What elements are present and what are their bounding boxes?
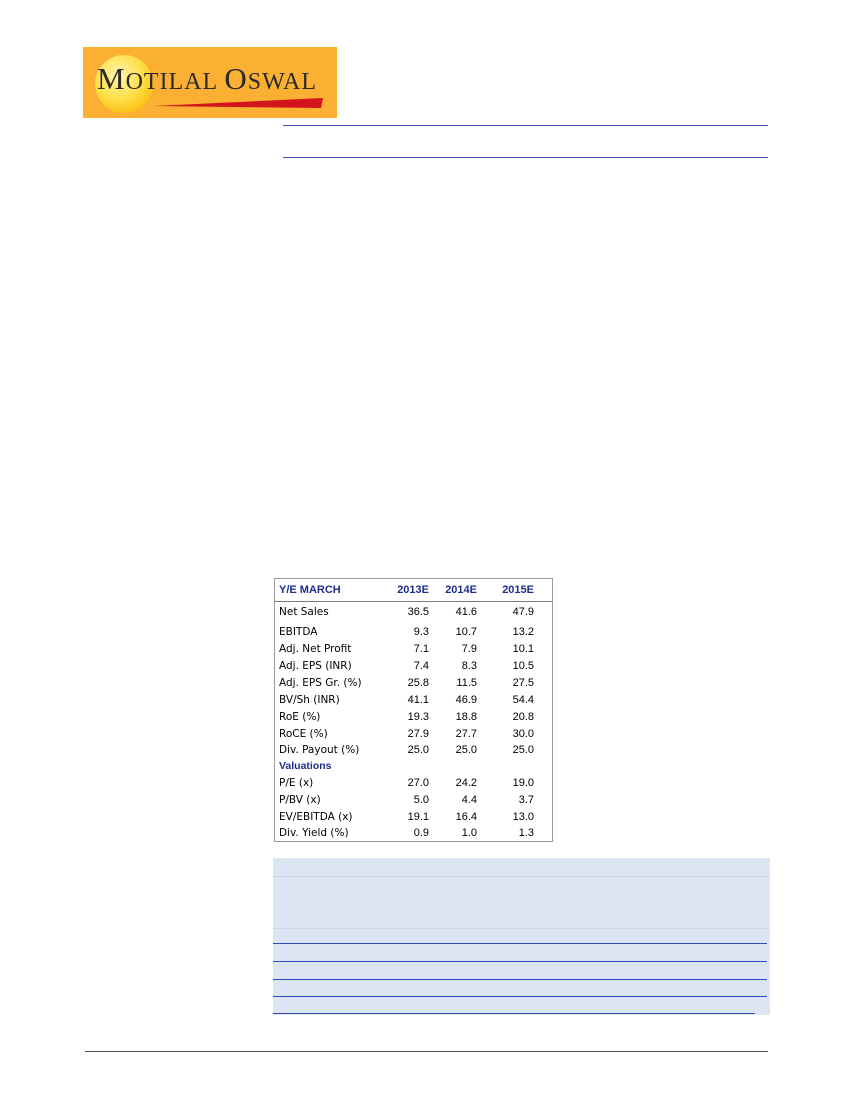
table-row: RoE (%) 19.3 18.8 20.8 <box>279 711 534 723</box>
header-rule-1 <box>283 125 768 126</box>
motilal-oswal-logo <box>83 47 337 118</box>
shade-band <box>273 876 770 877</box>
table-row: Net Sales 36.5 41.6 47.9 <box>279 606 534 618</box>
financial-summary-table <box>274 578 553 842</box>
info-rule-2 <box>273 961 767 962</box>
table-row: RoCE (%) 27.9 27.7 30.0 <box>279 728 534 740</box>
header-year-3: 2015E <box>502 584 534 596</box>
table-row: EBITDA 9.3 10.7 13.2 <box>279 626 534 638</box>
info-rule-4 <box>273 996 767 997</box>
header-year-1: 2013E <box>397 584 429 596</box>
table-row: EV/EBITDA (x) 19.1 16.4 13.0 <box>279 811 534 823</box>
logo-wordmark: MOTILAL OSWAL <box>97 61 318 96</box>
header-label: Y/E MARCH <box>279 584 341 596</box>
table-row: P/E (x) 27.0 24.2 19.0 <box>279 777 534 789</box>
table-row: Div. Payout (%) 25.0 25.0 25.0 <box>279 744 534 756</box>
valuations-section-label: Valuations <box>279 760 332 772</box>
shade-band <box>273 928 770 929</box>
table-row: Div. Yield (%) 0.9 1.0 1.3 <box>279 827 534 839</box>
table-row: Adj. EPS (INR) 7.4 8.3 10.5 <box>279 660 534 672</box>
header-year-2: 2014E <box>445 584 477 596</box>
info-rule-5 <box>273 1013 755 1014</box>
table-row: P/BV (x) 5.0 4.4 3.7 <box>279 794 534 806</box>
info-rule-3 <box>273 979 767 980</box>
logo-swoosh-icon <box>153 97 323 109</box>
footer-rule <box>85 1051 768 1052</box>
info-rule-1 <box>273 943 767 944</box>
header-rule-2 <box>283 157 768 158</box>
table-row: BV/Sh (INR) 41.1 46.9 54.4 <box>279 694 534 706</box>
table-header-row <box>275 579 552 602</box>
table-row: Adj. EPS Gr. (%) 25.8 11.5 27.5 <box>279 677 534 689</box>
shaded-info-box <box>273 858 770 1015</box>
table-row: Adj. Net Profit 7.1 7.9 10.1 <box>279 643 534 655</box>
